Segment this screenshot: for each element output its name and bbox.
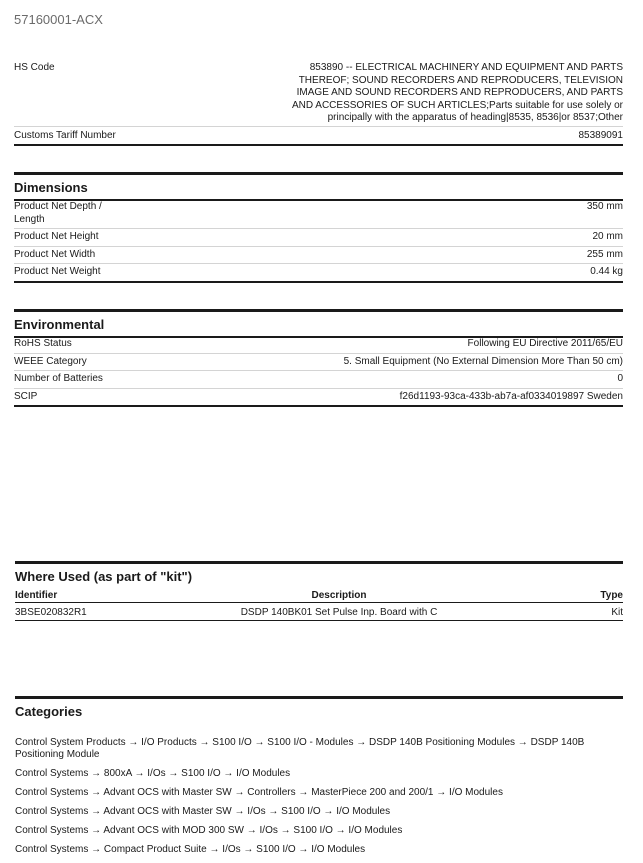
column-header-identifier: Identifier: [15, 590, 58, 601]
dimension-label: Product Net Height: [14, 231, 99, 242]
dimensions-section: [14, 199, 623, 283]
environmental-row: [14, 354, 623, 372]
hs-code-label: HS Code: [14, 62, 55, 73]
dimension-row: [14, 199, 623, 229]
category-path: Control Systems → Advant OCS with Master SW → Controllers → MasterPiece 200 and 200/1 → I/O Modules: [15, 787, 503, 798]
dimension-value: 350 mm: [586, 201, 623, 212]
environmental-value: 5. Small Equipment (No External Dimension More Than 50 cm): [343, 355, 623, 367]
category-path: Control Systems → Advant OCS with MOD 300 SW → I/Os → S100 I/O → I/O Modules: [15, 825, 403, 836]
environmental-value: Following EU Directive 2011/65/EU: [467, 338, 623, 349]
row-identifier: 3BSE020832R1: [15, 607, 87, 618]
environmental-label: RoHS Status: [14, 338, 72, 349]
categories-list: [15, 737, 605, 863]
environmental-label: Number of Batteries: [14, 373, 103, 384]
customs-tariff-label: Customs Tariff Number: [14, 129, 116, 141]
category-path: Control Systems → 800xA → I/Os → S100 I/O → I/O Modules: [15, 768, 291, 779]
customs-tariff-value: 85389091: [578, 129, 623, 141]
row-type: Kit: [611, 607, 623, 618]
dimensions-heading: Dimensions: [14, 172, 623, 201]
hs-code-value: 853890 -- ELECTRICAL MACHINERY AND EQUIPMENT AND PARTS THEREOF; SOUND RECORDERS AND REPRODUCERS, TELEVISION IMAGE AND SOUND RECORDERS AND REPRODUCERS, AND PARTS AND ACCESSORIES OF SUCH ARTICLES;Parts suitable for use solely or principally with the apparatus of heading|8535, 8536|or 8537;Other: [291, 62, 623, 123]
dimension-value: 0.44 kg: [590, 266, 623, 277]
dimension-value: 255 mm: [586, 248, 623, 260]
dimension-row: [14, 264, 623, 283]
environmental-label: WEEE Category: [14, 355, 87, 367]
where-used-table-header: [15, 590, 623, 603]
dimension-row: [14, 247, 623, 265]
dimension-row: [14, 229, 623, 247]
table-row: [15, 604, 623, 621]
category-path: Control Systems → Compact Product Suite → I/Os → S100 I/O → I/O Modules: [15, 844, 366, 855]
dimension-value: 20 mm: [592, 231, 623, 242]
category-path: Control Systems → Advant OCS with Master SW → I/Os → S100 I/O → I/O Modules: [15, 806, 391, 817]
hs-code-row: [14, 60, 623, 127]
environmental-value: f26d1193-93ca-433b-ab7a-af0334019897 Sweden: [399, 390, 623, 402]
environmental-label: SCIP: [14, 390, 38, 402]
column-header-description: Description: [311, 590, 367, 601]
page-title: 57160001-ACX: [14, 12, 103, 27]
environmental-row: [14, 389, 623, 408]
category-path: Control System Products → I/O Products → S100 I/O → S100 I/O - Modules → DSDP 140B Positioning Modules → DSDP 140B Positioning Module: [15, 737, 585, 760]
column-header-type: Type: [600, 590, 623, 601]
dimension-label: Product Net Width: [14, 248, 96, 260]
environmental-row: [14, 336, 623, 354]
environmental-row: [14, 371, 623, 389]
customs-tariff-row: [14, 127, 623, 147]
environmental-value: 0: [617, 373, 623, 384]
dimension-label: Product Net Weight: [14, 266, 101, 277]
classification-section: [14, 60, 623, 146]
environmental-heading: Environmental: [14, 309, 623, 338]
dimension-label: Product Net Depth / Length: [14, 201, 102, 225]
where-used-heading: Where Used (as part of "kit"): [15, 561, 623, 588]
categories-heading: Categories: [15, 696, 623, 723]
environmental-section: [14, 336, 623, 407]
row-description: DSDP 140BK01 Set Pulse Inp. Board with C: [240, 607, 438, 618]
